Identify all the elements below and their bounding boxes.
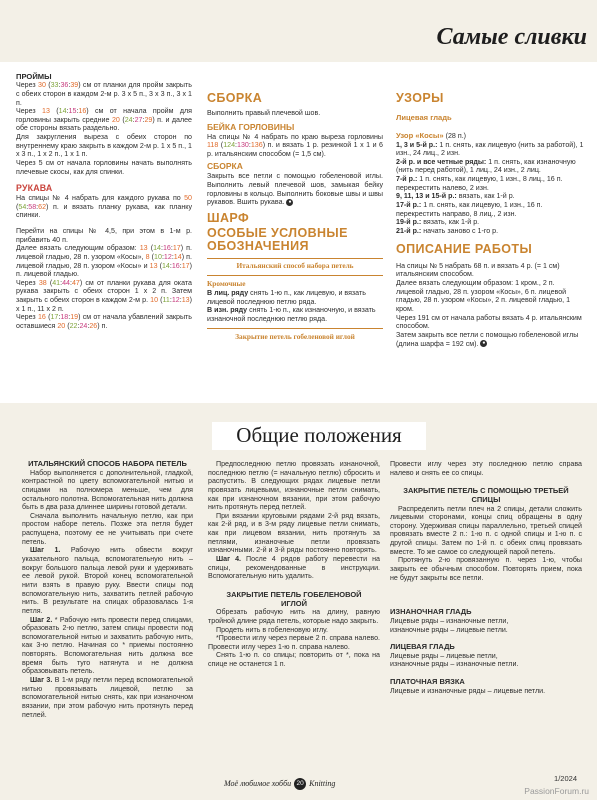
section-title-italian-cast-on: ИТАЛЬЯНСКИЙ СПОСОБ НАБОРА ПЕТЕЛЬ <box>28 459 187 468</box>
page-number: 20 <box>294 778 306 790</box>
loop-icon: ● <box>482 340 486 347</box>
section-title-reverse-stockinette: ИЗНАНОЧНАЯ ГЛАДЬ <box>390 607 472 617</box>
tapestry-text-3: *Провести иглу через первые 2 п. справа налево. Провести иглу через 1-ю п. справа налево. <box>208 634 380 651</box>
section-title-three-needle-bindoff: ЗАКРЫТИЕ ПЕТЕЛЬ С ПОМОЩЬЮ ТРЕТЬЕЙ СПИЦЫ <box>403 486 569 504</box>
italian-text-1: Набор выполняется с дополнительной, гладкой, контрастной по цвету вспомогательной нитью и спицами на полномера меньше, чем для остального полотна. Вспомогательная нить должна быть в два раза длиннее ширины готовой детали. <box>22 468 193 512</box>
sleeves-text-5: Через 16 (17:18:19) см от начала убавлений закрыть оставшиеся 20 (22:24:26) п. <box>16 313 192 330</box>
stockinette-1: Лицевые ряды – лицевые петли, <box>390 651 498 660</box>
footer <box>0 770 597 800</box>
section-title-symbols: ОСОБЫЕ УСЛОВНЫЕ ОБОЗНАЧЕНИЯ <box>207 225 348 254</box>
sleeves-text-1: На спицы № 4 набрать для каждого рукава по 50 (54:58:62) п. и вязать планку рукава, как планку спинки. <box>16 194 192 220</box>
cables-row-1: 1, 3 и 5-й р.: 1 п. снять, как лицевую (нить за работой), 1 изн., 24 лиц., 2 изн. <box>396 140 584 158</box>
description-text-3: Через 191 см от начала работы вязать 4 р. итальянским способом. <box>396 313 582 331</box>
column-assembly-scarf <box>207 92 383 341</box>
general-column-2 <box>208 460 380 669</box>
tapestry-text-1: Обрезать рабочую нить на длину, равную тройной длине ряда петель, которые надо закрыть. <box>208 608 380 625</box>
pattern-cables-title: Узор «Косы» (28 п.) <box>396 130 467 140</box>
tapestry-text-2: Продеть нить в гобеленовую иглу. <box>216 625 328 634</box>
reverse-stockinette-1: Лицевые ряды – изнаночные петли, <box>390 616 509 625</box>
italian-text-cont: Предпоследнюю петлю провязать изнаночной, последнюю петлю (= начальную петлю) сбросить и распустить. В следующих рядах лицевые петли провязать лицевыми, изнаночные петли снимать, как при изнаночном вязании, при этом рабочую нить протянуть перед петлей. <box>208 460 380 512</box>
armholes-text-1: Через 30 (33:36:39) см от планки для пройм закрыть с обеих сторон в каждом 2-м р. 3 х 5 п., 3 х 3 п., 3 х 1 п. <box>16 81 192 107</box>
loop-icon: ● <box>288 198 292 205</box>
cables-row-19: 19-й р.: вязать, как 1-й р. <box>396 218 480 227</box>
tapestry-text-5: Провести иглу через эту последнюю петлю справа налево и снять ее со спицы. <box>390 460 582 477</box>
symbol-edge-stitches: Кромочные <box>207 279 246 289</box>
general-column-3 <box>390 460 582 695</box>
italian-step-4: Шаг 4. После 4 рядов работу перевести на спицы, рекомендованные в инструкции. Вспомогательную нить удалить. <box>208 555 380 581</box>
reverse-stockinette-2: изнаночные ряды – лицевые петли. <box>390 625 508 634</box>
section-title-tapestry-bindoff: ЗАКРЫТИЕ ПЕТЕЛЬ ГОБЕЛЕНОВОЙ ИГЛОЙ <box>226 589 362 608</box>
column-back-sleeves <box>16 72 192 331</box>
assembly-text: Выполнить правый плечевой шов. <box>207 109 321 118</box>
description-text-4: Затем закрыть все петли с помощью гобеленовой иглы (длина шарфа = 192 см). ● <box>396 330 579 348</box>
armholes-text-4: Через 5 см от начала горловины начать выполнять плечевые скосы, как для спинки. <box>16 159 192 176</box>
column-patterns <box>396 92 584 348</box>
italian-step-2: Шаг 2. * Рабочую нить провести перед спицами, образовать 2-ю петлю, затем спицы провести под вспомогательной нитью и захватить рабочую нить, как 3-ю петлю. Начиная со * приемы постоянно повторять. Вспомогательная нить должна все время быть туго натянута и не должна образовывать петель. <box>22 615 193 676</box>
pattern-stockinette: Лицевая гладь <box>396 113 452 123</box>
armholes-text-2: Через 13 (14:15:16) см от начала пройм для горловины закрыть средние 20 (24:27:29) п. и далее обе стороны вязать раздельно. <box>16 107 192 133</box>
description-text-2: Далее вязать следующим образом: 1 кром., 2 п. лицевой гладью, 28 п. узором «Косы», 6 п. лицевой гладью, 28 п. узором «Косы», 2 п. лицевой гладью, 1 кром. <box>396 279 571 313</box>
cables-row-9: 9, 11, 13 и 15-й р.: вязать, как 1-й р. <box>396 192 515 201</box>
section-title-sleeves: РУКАВА <box>16 183 53 194</box>
cables-row-21: 21-й р.: начать заново с 1-го р. <box>396 226 499 235</box>
section-title-scarf: ШАРФ <box>207 210 250 225</box>
divider <box>207 275 383 276</box>
footer-magazine: Моё любимое хобби 20 Knitting <box>224 778 335 790</box>
edge-stitch-knit-row: В лиц. ряду снять 1-ю п., как лицевую, и вязать лицевой последнюю петлю ряда. <box>207 288 366 306</box>
italian-text-rounds: При вязании круговыми рядами 2-й ряд вязать, как 2-й ряд, и в 3-м ряду лицевые петли снимать, как при лицевом вязании, нить протянуть за петлями, изнаночные петли провязать изнаночными. 2-й и 3-й ряды постоянно повторять. <box>208 511 380 555</box>
footer-brand: Knitting <box>309 778 336 788</box>
page-title: Самые сливки <box>436 24 587 50</box>
cables-row-7: 7-й р.: 1 п. снять, как лицевую, 1 изн., 8 лиц., 16 п. перекрестить налево, 2 изн. <box>396 175 563 192</box>
sleeves-text-4: Через 38 (41:44:47) см от планки рукава для оката рукава закрыть с обеих сторон 1 х 2 п. Затем закрыть с обеих сторон в каждом 2-м р. 10 (11:12:13) х 1 п., 11 х 2 п. <box>16 278 192 313</box>
divider <box>207 258 383 259</box>
stockinette-2: изнаночные ряды – изнаночные петли. <box>390 660 519 669</box>
three-needle-text-1: Распределить петли плеч на 2 спицы, детали сложить лицевыми сторонами, концы спиц обращены в одну сторону. Удерживая спицы параллельно, третьей спицей провязать вместе 2 п.: 1-ю п. с одной спицы и 1-ю п. с другой спицы. Затем по 1-й п. с обеих спиц провязать вместе. То же самое со следующей парой петель. <box>390 504 582 556</box>
cables-row-17: 17-й р.: 1 п. снять, как лицевую, 1 изн., 16 п. перекрестить направо, 8 лиц., 2 изн. <box>396 201 543 218</box>
section-title-garter: ПЛАТОЧНАЯ ВЯЗКА <box>390 677 465 687</box>
armholes-text-3: Для закругления выреза с обеих сторон по внутреннему краю закрыть в каждом 2-м р. 1 х 5 п., 1 х 3 п., 1 х 2 п., 1 х 1 п. <box>16 133 192 159</box>
watermark: PassionForum.ru <box>524 786 589 796</box>
section-title-assembly: СБОРКА <box>207 91 263 105</box>
italian-text-2: Сначала выполнить начальную петлю, как при простом наборе петель. Позже эта петля будет распущена, поэтому ее не учитывать при счете петель. <box>22 511 193 546</box>
description-text-1: На спицы № 5 набрать 68 п. и вязать 4 р. (= 1 см) итальянским способом. <box>396 261 560 279</box>
general-title: Общие положения <box>236 423 402 447</box>
section-title-stockinette: ЛИЦЕВАЯ ГЛАДЬ <box>390 642 455 652</box>
section-title-patterns: УЗОРЫ <box>396 91 444 105</box>
three-needle-text-2: Протянуть 2-ю провязанную п. через 1-ю, чтобы закрыть ее обычным способом. Повторять прием, пока не будут закрыты все петли. <box>390 556 582 582</box>
section-title-neckband: БЕЙКА ГОРЛОВИНЫ <box>207 121 295 132</box>
footer-issue: 1/2024 <box>554 774 577 783</box>
section-title-description: ОПИСАНИЕ РАБОТЫ <box>396 241 533 256</box>
neckband-text: На спицы № 4 набрать по краю выреза горловины 118 (124:130:136) п. и вязать 1 р. резинкой 1 х 1 и 6 р. итальянским способом (= 1,5 см). <box>207 132 383 158</box>
italian-step-1: Шаг 1. Рабочую нить обвести вокруг указательного пальца, вспомогательную нить – вокруг большого пальца левой руки и удерживать ее левой рукой. Второй конец вспомогательной нити взять в правую руку. Ввести спицы под вспомогательную нить, захватить петлей рабочую нить. В результате на спицах образовалась 1-я петля. <box>22 546 193 615</box>
tapestry-text-4: Снять 1-ю п. со спицы; повторить от *, пока на спице не останется 1 п. <box>208 651 380 669</box>
section-title-armholes: ПРОЙМЫ <box>16 72 52 81</box>
sleeves-text-3: Далее вязать следующим образом: 13 (14:16:17) п. лицевой гладью, 28 п. узором «Косы», 8 (10:12:14) п. лицевой гладью, 28 п. узором «Косы» и 13 (14:16:17) п. лицевой гладью. <box>16 244 192 279</box>
section-header <box>0 0 597 62</box>
symbol-tapestry-bindoff: Закрытие петель гобеленовой иглой <box>235 331 355 341</box>
edge-stitch-purl-row: В изн. ряду снять 1-ю п., как изнаночную, и вязать изнаночной последнюю петлю ряда. <box>207 306 376 323</box>
divider <box>207 328 383 329</box>
assembly-2-text: Закрыть все петли с помощью гобеленовой иглы. Выполнить левый плечевой шов, замыкая бейку горловины в кольцо. Выполнить боковые швы и швы рукавов. Вшить рукава. ● <box>207 172 383 207</box>
section-title-assembly-2: СБОРКА <box>207 161 243 172</box>
sleeves-text-2: Перейти на спицы № 4,5, при этом в 1-м р. прибавить 40 п. <box>16 226 192 244</box>
symbol-italian-cast-on: Итальянский способ набора петель <box>236 261 354 271</box>
garter-text: Лицевые и изнаночные ряды – лицевые петли. <box>390 686 546 695</box>
cables-row-2: 2-й р. и все четные ряды: 1 п. снять, как изнаночную (нить перед работой), 1 лиц., 24 изн., 2 лиц. <box>396 157 576 175</box>
italian-step-3: Шаг 3. В 1-м ряду петли перед вспомогательной нитью провязывать лицевой, петлю за вспомогательной нитью снять, как при изнаночном вязании, при этом рабочую нить протянуть перед петлей. <box>22 676 193 719</box>
general-column-1 <box>22 460 193 719</box>
